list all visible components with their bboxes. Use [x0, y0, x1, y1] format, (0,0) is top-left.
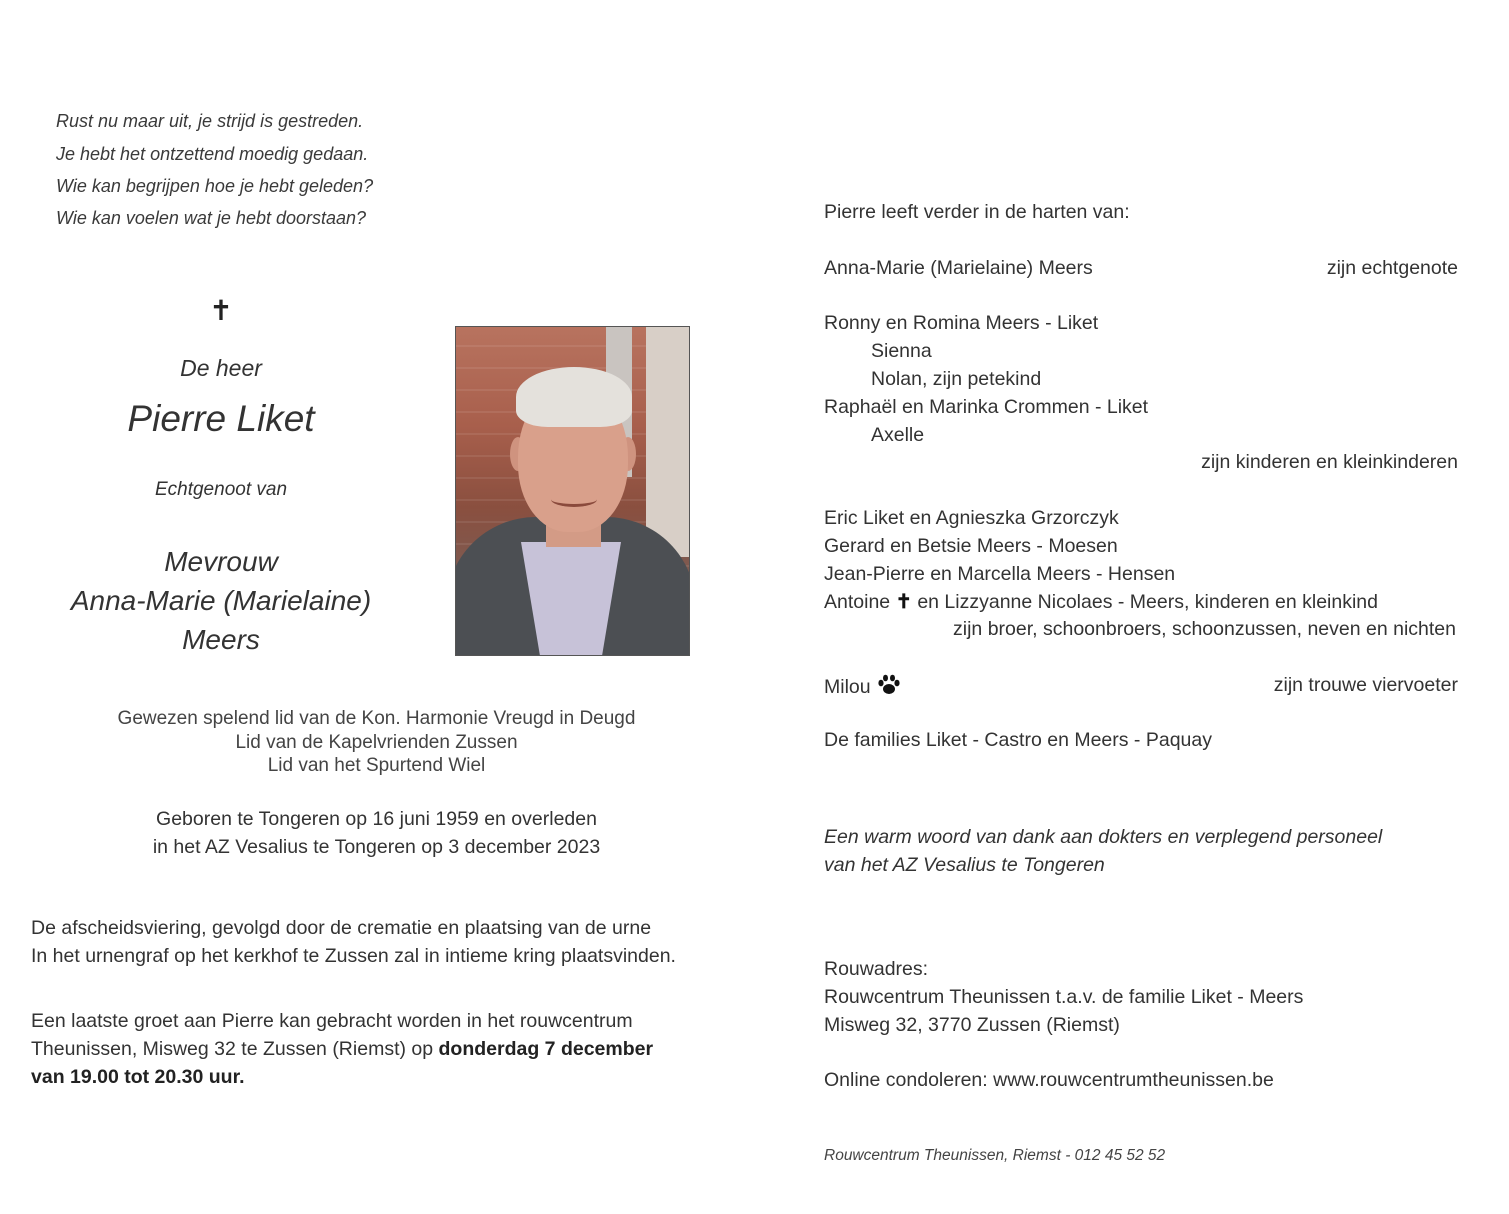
- club-item: Lid van het Spurtend Wiel: [267, 755, 486, 776]
- greeting-line-text: Theunissen, Misweg 32 te Zussen (Riemst) op: [31, 1038, 439, 1060]
- club-item: Lid van de Kapelvrienden Zussen: [235, 731, 518, 753]
- child-entry: Raphaël en Marinka Crommen - Liket: [824, 396, 1149, 418]
- paw-icon: [877, 674, 901, 702]
- poem-line: Wie kan voelen wat je hebt doorstaan?: [56, 208, 367, 228]
- born-line: Geboren te Tongeren op 16 juni 1959 en overleden: [156, 808, 597, 830]
- pet-role: zijn trouwe viervoeter: [1273, 674, 1458, 696]
- online-condolence: Online condoleren: www.rouwcentrumtheunissen.be: [824, 1069, 1274, 1091]
- footer-credit: Rouwcentrum Theunissen, Riemst - 012 45 52 52: [824, 1147, 1166, 1164]
- family-intro: Pierre leeft verder in de harten van:: [824, 201, 1130, 223]
- greeting-time: van 19.00 tot 20.30 uur.: [31, 1066, 245, 1088]
- greeting-line: [31, 1035, 653, 1063]
- ceremony-text: [31, 914, 676, 970]
- club-list: [20, 707, 733, 778]
- sibling-entry: [824, 590, 1378, 614]
- address-label: Rouwadres:: [824, 958, 929, 980]
- sibling-name: Antoine: [824, 591, 891, 613]
- children-role: zijn kinderen en kleinkinderen: [1201, 451, 1458, 473]
- thanks-line: Een warm woord van dank aan dokters en verplegend personeel: [824, 826, 1383, 848]
- spouse-name: Anna-Marie (Marielaine): [70, 585, 372, 616]
- grandchild-entry: Nolan, zijn petekind: [871, 368, 1042, 390]
- pet-name: Milou: [824, 676, 871, 698]
- sibling-entry: Jean-Pierre en Marcella Meers - Hensen: [824, 563, 1176, 585]
- relation-label: Echtgenoot van: [154, 479, 288, 500]
- spouse-entry: Anna-Marie (Marielaine) Meers: [824, 257, 1093, 279]
- greeting-text: [31, 1007, 653, 1091]
- sibling-name-rest: en Lizzyanne Nicolaes - Meers, kinderen en kleinkind: [917, 591, 1378, 613]
- poem-line: Rust nu maar uit, je strijd is gestreden.: [56, 111, 364, 131]
- grandchild-entry: Sienna: [871, 340, 932, 362]
- spouse-surname: Meers: [182, 624, 260, 655]
- address-line: Misweg 32, 3770 Zussen (Riemst): [824, 1014, 1120, 1036]
- grandchild-entry: Axelle: [871, 424, 925, 446]
- born-line: in het AZ Vesalius te Tongeren op 3 december 2023: [152, 836, 601, 858]
- greeting-line: Een laatste groet aan Pierre kan gebracht worden in het rouwcentrum: [31, 1010, 633, 1032]
- pet-entry: [824, 674, 901, 702]
- poem-line: Je hebt het ontzettend moedig gedaan.: [56, 144, 369, 164]
- club-item: Gewezen spelend lid van de Kon. Harmonie Vreugd in Deugd: [117, 708, 636, 729]
- address-line: Rouwcentrum Theunissen t.a.v. de familie Liket - Meers: [824, 986, 1304, 1008]
- greeting-date: donderdag 7 december: [438, 1038, 654, 1060]
- spouse-role: zijn echtgenote: [1326, 257, 1458, 279]
- child-entry: Ronny en Romina Meers - Liket: [824, 312, 1099, 334]
- greeting-line: [31, 1063, 653, 1091]
- deceased-name: Pierre Liket: [127, 398, 315, 439]
- thanks-line: van het AZ Vesalius te Tongeren: [824, 854, 1105, 876]
- cross-icon: ✝: [895, 591, 912, 613]
- ceremony-line: De afscheidsviering, gevolgd door de crematie en plaatsing van de urne: [31, 917, 652, 939]
- birth-death-info: [20, 805, 733, 861]
- portrait-photo: [455, 326, 690, 656]
- sibling-entry: Gerard en Betsie Meers - Moesen: [824, 535, 1118, 557]
- cross-icon: ✝: [209, 295, 233, 326]
- honorific: De heer: [180, 355, 262, 381]
- ceremony-line: In het urnengraf op het kerkhof te Zussen zal in intieme kring plaatsvinden.: [31, 945, 676, 967]
- poem-line: Wie kan begrijpen hoe je hebt geleden?: [56, 176, 374, 196]
- spouse-title: Mevrouw: [164, 546, 278, 577]
- families-entry: De families Liket - Castro en Meers - Paquay: [824, 729, 1212, 751]
- siblings-role: zijn broer, schoonbroers, schoonzussen, neven en nichten: [953, 618, 1456, 640]
- sibling-entry: Eric Liket en Agnieszka Grzorczyk: [824, 507, 1119, 529]
